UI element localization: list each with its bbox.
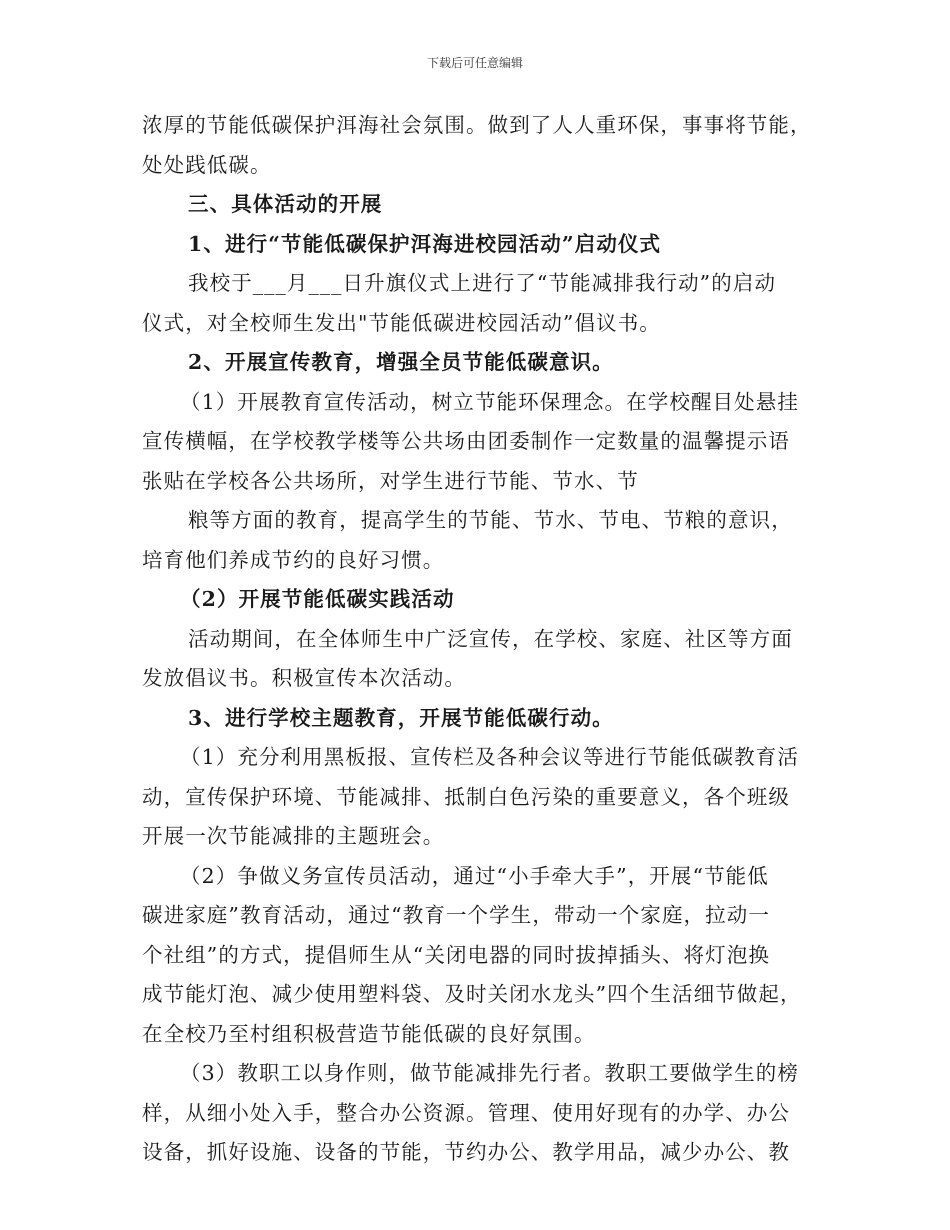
text-line: 培育他们养成节约的良好习惯。 [142,547,445,572]
subsection-heading: 3、进行学校主题教育，开展节能低碳行动。 [188,705,614,730]
text-line: 成节能灯泡、减少使用塑料袋、及时关闭水龙头”四个生活细节做起， [142,982,802,1006]
text-line: 样，从细小处入手，整合办公资源。管理、使用好现有的办学、办公 [142,1100,790,1125]
subsection-heading: 1、进行“节能低碳保护洱海进校园活动”启动仪式 [188,231,662,256]
text-line: 动，宣传保护环境、节能减排、抵制白色污染的重要意义，各个班级 [142,784,790,809]
subsection-heading: 2、开展宣传教育，增强全员节能低碳意识。 [188,350,614,374]
text-line: （1）充分利用黑板报、宣传栏及各种会议等进行节能低碳教育活 [180,745,799,769]
text-line: 在全校乃至村组积极营造节能低碳的良好氛围。 [142,1021,596,1046]
text-line: 粮等方面的教育，提高学生的节能、节水、节电、节粮的意识， [188,508,793,532]
document-body [142,106,810,1173]
text-line: （1）开展教育宣传活动，树立节能环保理念。在学校醒目处悬挂 [180,389,799,414]
text-line: （2）争做义务宣传员活动，通过“小手牵大手”，开展“节能低 [180,863,769,888]
text-line: 开展一次节能减排的主题班会。 [142,824,445,848]
section-heading: 三、具体活动的开展 [188,192,383,216]
text-line: 我校于___月___日升旗仪式上进行了“节能减排我行动”的启动 [188,271,777,295]
text-line: 宣传横幅，在学校教学楼等公共场由团委制作一定数量的温馨提示语 [142,429,790,453]
text-line: 个社组”的方式，提倡师生从“关闭电器的同时拔掉插头、将灯泡换 [142,942,770,967]
text-line: 碳进家庭”教育活动，通过“教育一个学生，带动一个家庭，拉动一 [142,903,770,927]
page-header: 下载后可任意编辑 [426,56,523,70]
text-line: 设备，抓好设施、设备的节能，节约办公、教学用品，减少办公、教 [142,1140,790,1164]
text-line: 仪式，对全校师生发出"节能低碳进校园活动”倡议书。 [142,310,661,335]
text-line: （3）教职工以身作则，做节能减排先行者。教职工要做学生的榜 [180,1061,799,1085]
text-line: 活动期间，在全体师生中广泛宣传，在学校、家庭、社区等方面 [188,626,793,651]
text-line: 发放倡议书。积极宣传本次活动。 [142,666,466,690]
text-line: 处处践低碳。 [142,152,272,177]
text-line: 浓厚的节能低碳保护洱海社会氛围。做到了人人重环保，事事将节能， [142,113,812,137]
text-line: 张贴在学校各公共场所，对学生进行节能、节水、节 [142,468,639,493]
item-heading: （2）开展节能低碳实践活动 [180,587,455,611]
